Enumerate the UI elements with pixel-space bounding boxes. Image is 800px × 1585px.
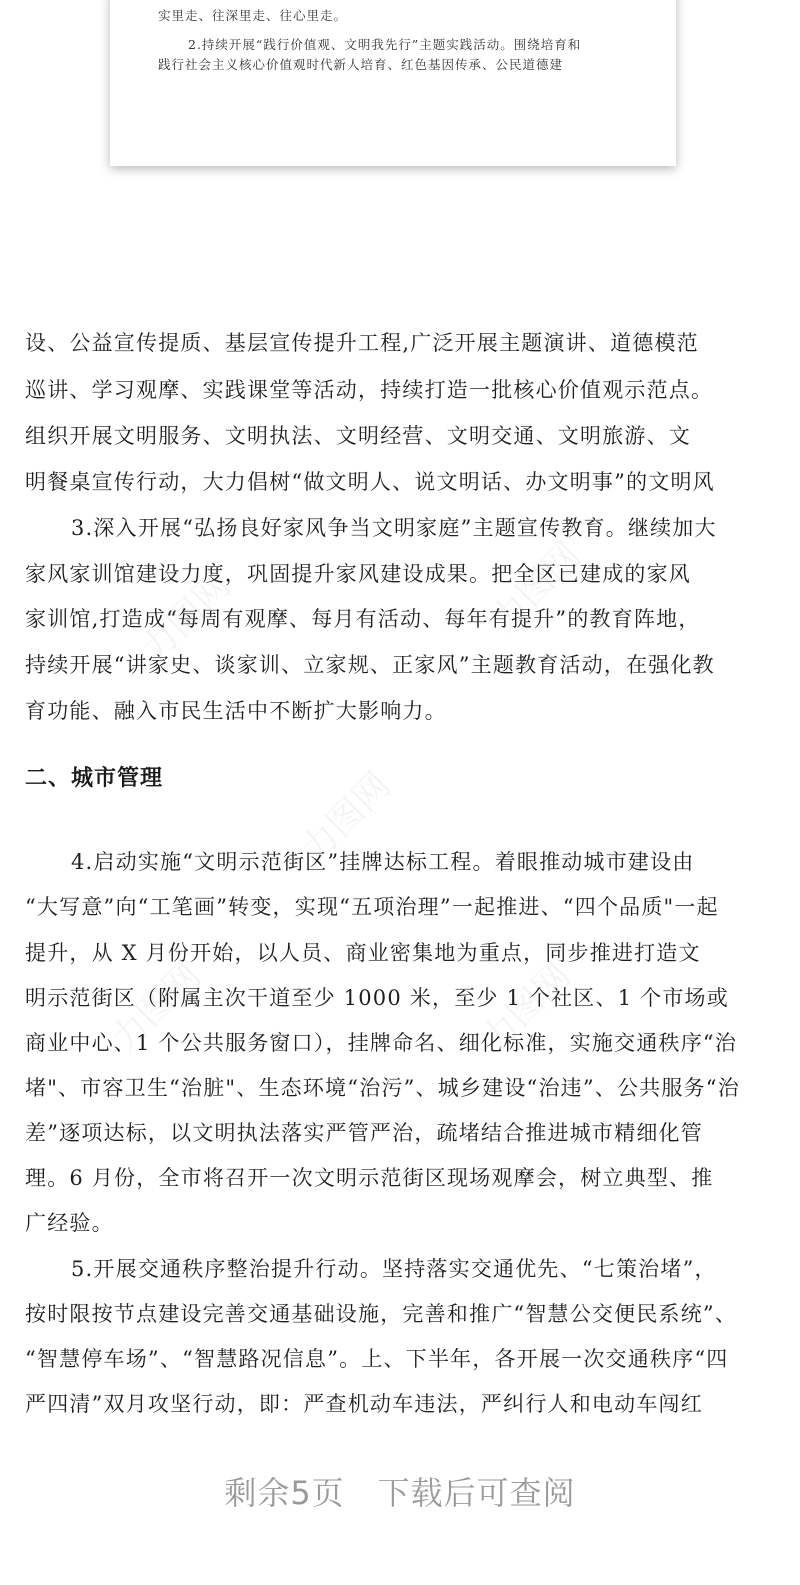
body-line: “大写意”向“工笔画”转变，实现“五项治理”一起推进、“四个品质"一起 bbox=[25, 895, 719, 919]
body-line: 堵"、市容卫生“治脏"、生态环境“治污”、城乡建设“治违”、公共服务“治 bbox=[25, 1076, 740, 1100]
body-line: 按时限按节点建设完善交通基础设施，完善和推广“智慧公交便民系统”、 bbox=[25, 1302, 738, 1326]
body-line: 提升，从 X 月份开始，以人员、商业密集地为重点，同步推进打造文 bbox=[25, 941, 701, 965]
section-heading: 二、城市管理 bbox=[25, 766, 164, 791]
body-line: 巡讲、学习观摩、实践课堂等活动，持续打造一批核心价值观示范点。 bbox=[25, 378, 714, 402]
body-line: 理。6 月份，全市将召开一次文明示范街区现场观摩会，树立典型、推 bbox=[25, 1166, 714, 1190]
watermark: 力图网 bbox=[103, 954, 209, 1061]
download-to-view-link[interactable]: 剩余5页 下载后可查阅 bbox=[224, 1474, 576, 1512]
body-line: 明餐桌宣传行动，大力倡树“做文明人、说文明话、办文明事”的文明风 bbox=[25, 470, 715, 494]
body-line: 组织开展文明服务、文明执法、文明经营、文明交通、文明旅游、文 bbox=[25, 424, 691, 448]
body-line: “智慧停车场”、“智慧路况信息”。上、下半年，各开展一次交通秩序“四 bbox=[25, 1347, 729, 1371]
watermark: 力图网 bbox=[473, 954, 579, 1061]
body-line: 4.启动实施“文明示范街区”挂牌达标工程。着眼推动城市建设由 bbox=[71, 850, 695, 874]
body-line: 差”逐项达标，以文明执法落实严管严治，疏堵结合推进城市精细化管 bbox=[25, 1121, 703, 1145]
body-line: 持续开展“讲家史、谈家训、立家规、正家风”主题教育活动，在强化教 bbox=[25, 653, 715, 677]
body-line: 3.深入开展“弘扬良好家风争当文明家庭”主题宣传教育。继续加大 bbox=[71, 516, 717, 540]
watermark: 力图网 bbox=[133, 564, 239, 671]
body-line: 5.开展交通秩序整治提升行动。坚持落实交通优先、“七策治堵”， bbox=[71, 1257, 717, 1281]
body-line: 设、公益宣传提质、基层宣传提升工程,广泛开展主题演讲、道德模范 bbox=[25, 331, 699, 355]
preview-line: 践行社会主义核心价值观时代新人培育、红色基因传承、公民道德建 bbox=[158, 57, 564, 72]
watermark: 力图网 bbox=[483, 534, 589, 641]
body-line: 家训馆,打造成“每周有观摩、每月有活动、每年有提升”的教育阵地， bbox=[25, 607, 701, 631]
body-line: 明示范街区（附属主次干道至少 1000 米，至少 1 个社区、1 个市场或 bbox=[25, 986, 729, 1010]
preview-line: 2.持续开展“践行价值观、文明我先行”主题实践活动。围绕培育和 bbox=[188, 37, 582, 52]
body-line: 家风家训馆建设力度，巩固提升家风建设成果。把全区已建成的家风 bbox=[25, 562, 691, 586]
body-line: 商业中心、1 个公共服务窗口），挂牌命名、细化标准，实施交通秩序“治 bbox=[25, 1031, 738, 1055]
preview-line: 实里走、往深里走、往心里走。 bbox=[158, 8, 348, 23]
body-line: 广经验。 bbox=[25, 1211, 114, 1235]
watermark: 力图网 bbox=[293, 764, 399, 871]
body-line: 严四清”双月攻坚行动，即：严查机动车违法，严纠行人和电动车闯红 bbox=[25, 1392, 703, 1416]
body-line: 育功能、融入市民生活中不断扩大影响力。 bbox=[25, 699, 447, 723]
preview-page-card bbox=[110, 0, 676, 166]
